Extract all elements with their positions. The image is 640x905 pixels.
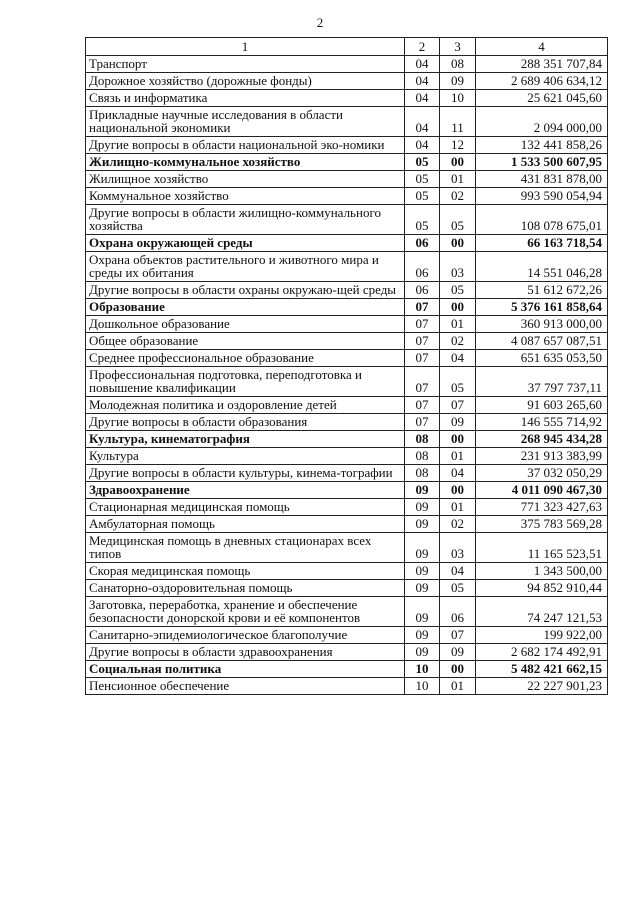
row-subsection-code: 09	[440, 73, 476, 90]
row-name: Жилищно-коммунальное хозяйство	[86, 154, 405, 171]
table-row	[86, 482, 608, 499]
row-subsection-code: 09	[440, 414, 476, 431]
header-col-4: 4	[476, 38, 608, 56]
row-subsection-code: 01	[440, 499, 476, 516]
row-amount: 66 163 718,54	[476, 235, 608, 252]
row-amount: 14 551 046,28	[476, 252, 608, 282]
row-name: Дошкольное образование	[86, 316, 405, 333]
row-section-code: 09	[405, 597, 440, 627]
row-subsection-code: 00	[440, 154, 476, 171]
row-subsection-code: 12	[440, 137, 476, 154]
row-amount: 1 343 500,00	[476, 563, 608, 580]
row-subsection-code: 11	[440, 107, 476, 137]
row-section-code: 08	[405, 465, 440, 482]
table-row	[86, 627, 608, 644]
row-section-code: 09	[405, 627, 440, 644]
row-subsection-code: 04	[440, 350, 476, 367]
row-name: Санаторно-оздоровительная помощь	[86, 580, 405, 597]
table-row	[86, 188, 608, 205]
table-row	[86, 465, 608, 482]
table-row	[86, 533, 608, 563]
row-amount: 431 831 878,00	[476, 171, 608, 188]
row-name: Медицинская помощь в дневных стационарах всех типов	[86, 533, 405, 563]
row-subsection-code: 08	[440, 56, 476, 73]
table-row	[86, 414, 608, 431]
row-name: Культура	[86, 448, 405, 465]
row-subsection-code: 03	[440, 252, 476, 282]
row-name: Скорая медицинская помощь	[86, 563, 405, 580]
row-subsection-code: 07	[440, 627, 476, 644]
row-subsection-code: 03	[440, 533, 476, 563]
table-row	[86, 397, 608, 414]
table-row	[86, 171, 608, 188]
table-row	[86, 431, 608, 448]
row-section-code: 09	[405, 644, 440, 661]
row-name: Заготовка, переработка, хранение и обеспечение безопасности донорской крови и её компонентов	[86, 597, 405, 627]
table-row	[86, 563, 608, 580]
row-section-code: 07	[405, 316, 440, 333]
row-name: Охрана объектов растительного и животного мира и среды их обитания	[86, 252, 405, 282]
row-name: Амбулаторная помощь	[86, 516, 405, 533]
header-col-2: 2	[405, 38, 440, 56]
row-name: Другие вопросы в области национальной эко-номики	[86, 137, 405, 154]
table-row	[86, 90, 608, 107]
row-section-code: 04	[405, 73, 440, 90]
row-section-code: 07	[405, 414, 440, 431]
row-amount: 2 094 000,00	[476, 107, 608, 137]
row-name: Охрана окружающей среды	[86, 235, 405, 252]
row-amount: 146 555 714,92	[476, 414, 608, 431]
row-subsection-code: 02	[440, 333, 476, 350]
row-section-code: 05	[405, 154, 440, 171]
row-name: Общее образование	[86, 333, 405, 350]
row-subsection-code: 02	[440, 516, 476, 533]
row-name: Санитарно-эпидемиологическое благополучие	[86, 627, 405, 644]
row-section-code: 10	[405, 678, 440, 695]
row-amount: 5 376 161 858,64	[476, 299, 608, 316]
row-amount: 25 621 045,60	[476, 90, 608, 107]
row-subsection-code: 01	[440, 171, 476, 188]
row-section-code: 06	[405, 235, 440, 252]
row-amount: 22 227 901,23	[476, 678, 608, 695]
row-amount: 651 635 053,50	[476, 350, 608, 367]
row-subsection-code: 04	[440, 563, 476, 580]
row-amount: 4 011 090 467,30	[476, 482, 608, 499]
row-name: Культура, кинематография	[86, 431, 405, 448]
table-row	[86, 73, 608, 90]
row-section-code: 06	[405, 252, 440, 282]
row-subsection-code: 04	[440, 465, 476, 482]
row-amount: 231 913 383,99	[476, 448, 608, 465]
row-section-code: 05	[405, 188, 440, 205]
row-section-code: 09	[405, 580, 440, 597]
table-row	[86, 350, 608, 367]
row-amount: 37 032 050,29	[476, 465, 608, 482]
row-subsection-code: 05	[440, 205, 476, 235]
row-section-code: 04	[405, 56, 440, 73]
row-name: Среднее профессиональное образование	[86, 350, 405, 367]
table-row	[86, 661, 608, 678]
table-row	[86, 678, 608, 695]
table-row	[86, 154, 608, 171]
table-row	[86, 499, 608, 516]
row-section-code: 06	[405, 282, 440, 299]
row-section-code: 04	[405, 137, 440, 154]
row-amount: 375 783 569,28	[476, 516, 608, 533]
row-name: Коммунальное хозяйство	[86, 188, 405, 205]
row-section-code: 09	[405, 499, 440, 516]
row-section-code: 10	[405, 661, 440, 678]
row-amount: 288 351 707,84	[476, 56, 608, 73]
row-section-code: 08	[405, 448, 440, 465]
row-section-code: 05	[405, 171, 440, 188]
row-section-code: 07	[405, 397, 440, 414]
table-row	[86, 252, 608, 282]
row-amount: 2 689 406 634,12	[476, 73, 608, 90]
row-subsection-code: 01	[440, 678, 476, 695]
row-name: Жилищное хозяйство	[86, 171, 405, 188]
row-name: Другие вопросы в области образования	[86, 414, 405, 431]
row-amount: 91 603 265,60	[476, 397, 608, 414]
row-subsection-code: 05	[440, 282, 476, 299]
table-row	[86, 597, 608, 627]
row-subsection-code: 02	[440, 188, 476, 205]
table-row	[86, 56, 608, 73]
budget-table	[85, 37, 608, 695]
row-amount: 360 913 000,00	[476, 316, 608, 333]
row-subsection-code: 00	[440, 431, 476, 448]
row-section-code: 07	[405, 333, 440, 350]
table-row	[86, 580, 608, 597]
row-name: Дорожное хозяйство (дорожные фонды)	[86, 73, 405, 90]
table-row	[86, 107, 608, 137]
header-col-3: 3	[440, 38, 476, 56]
row-name: Связь и информатика	[86, 90, 405, 107]
table-row	[86, 205, 608, 235]
row-amount: 993 590 054,94	[476, 188, 608, 205]
row-amount: 2 682 174 492,91	[476, 644, 608, 661]
row-name: Молодежная политика и оздоровление детей	[86, 397, 405, 414]
row-name: Прикладные научные исследования в области национальной экономики	[86, 107, 405, 137]
row-subsection-code: 05	[440, 580, 476, 597]
row-amount: 11 165 523,51	[476, 533, 608, 563]
table-row	[86, 235, 608, 252]
row-section-code: 07	[405, 367, 440, 397]
row-name: Другие вопросы в области культуры, кинема-тографии	[86, 465, 405, 482]
row-subsection-code: 07	[440, 397, 476, 414]
row-section-code: 07	[405, 299, 440, 316]
row-name: Пенсионное обеспечение	[86, 678, 405, 695]
row-subsection-code: 00	[440, 661, 476, 678]
row-section-code: 04	[405, 107, 440, 137]
table-row	[86, 644, 608, 661]
table-header-row	[86, 38, 608, 56]
table-body	[86, 56, 608, 695]
row-subsection-code: 09	[440, 644, 476, 661]
row-subsection-code: 10	[440, 90, 476, 107]
row-name: Транспорт	[86, 56, 405, 73]
row-subsection-code: 01	[440, 448, 476, 465]
row-section-code: 09	[405, 533, 440, 563]
table-row	[86, 137, 608, 154]
row-amount: 108 078 675,01	[476, 205, 608, 235]
row-amount: 132 441 858,26	[476, 137, 608, 154]
row-name: Социальная политика	[86, 661, 405, 678]
table-row	[86, 282, 608, 299]
row-name: Стационарная медицинская помощь	[86, 499, 405, 516]
row-name: Другие вопросы в области охраны окружаю-щей среды	[86, 282, 405, 299]
page-number: 2	[316, 15, 324, 30]
table-row	[86, 316, 608, 333]
row-name: Другие вопросы в области жилищно-коммунального хозяйства	[86, 205, 405, 235]
row-amount: 51 612 672,26	[476, 282, 608, 299]
table-row	[86, 333, 608, 350]
row-name: Профессиональная подготовка, переподготовка и повышение квалификации	[86, 367, 405, 397]
row-amount: 268 945 434,28	[476, 431, 608, 448]
row-section-code: 09	[405, 482, 440, 499]
row-amount: 74 247 121,53	[476, 597, 608, 627]
row-subsection-code: 06	[440, 597, 476, 627]
row-section-code: 08	[405, 431, 440, 448]
table-row	[86, 448, 608, 465]
row-section-code: 05	[405, 205, 440, 235]
row-subsection-code: 00	[440, 235, 476, 252]
row-section-code: 07	[405, 350, 440, 367]
row-amount: 94 852 910,44	[476, 580, 608, 597]
row-name: Здравоохранение	[86, 482, 405, 499]
row-section-code: 09	[405, 563, 440, 580]
row-section-code: 09	[405, 516, 440, 533]
row-section-code: 04	[405, 90, 440, 107]
row-amount: 1 533 500 607,95	[476, 154, 608, 171]
row-amount: 199 922,00	[476, 627, 608, 644]
table-row	[86, 516, 608, 533]
row-name: Образование	[86, 299, 405, 316]
row-subsection-code: 01	[440, 316, 476, 333]
row-subsection-code: 00	[440, 482, 476, 499]
row-amount: 37 797 737,11	[476, 367, 608, 397]
row-name: Другие вопросы в области здравоохранения	[86, 644, 405, 661]
row-amount: 4 087 657 087,51	[476, 333, 608, 350]
row-amount: 5 482 421 662,15	[476, 661, 608, 678]
row-subsection-code: 05	[440, 367, 476, 397]
row-amount: 771 323 427,63	[476, 499, 608, 516]
table-row	[86, 299, 608, 316]
table-row	[86, 367, 608, 397]
header-col-1: 1	[86, 38, 405, 56]
row-subsection-code: 00	[440, 299, 476, 316]
